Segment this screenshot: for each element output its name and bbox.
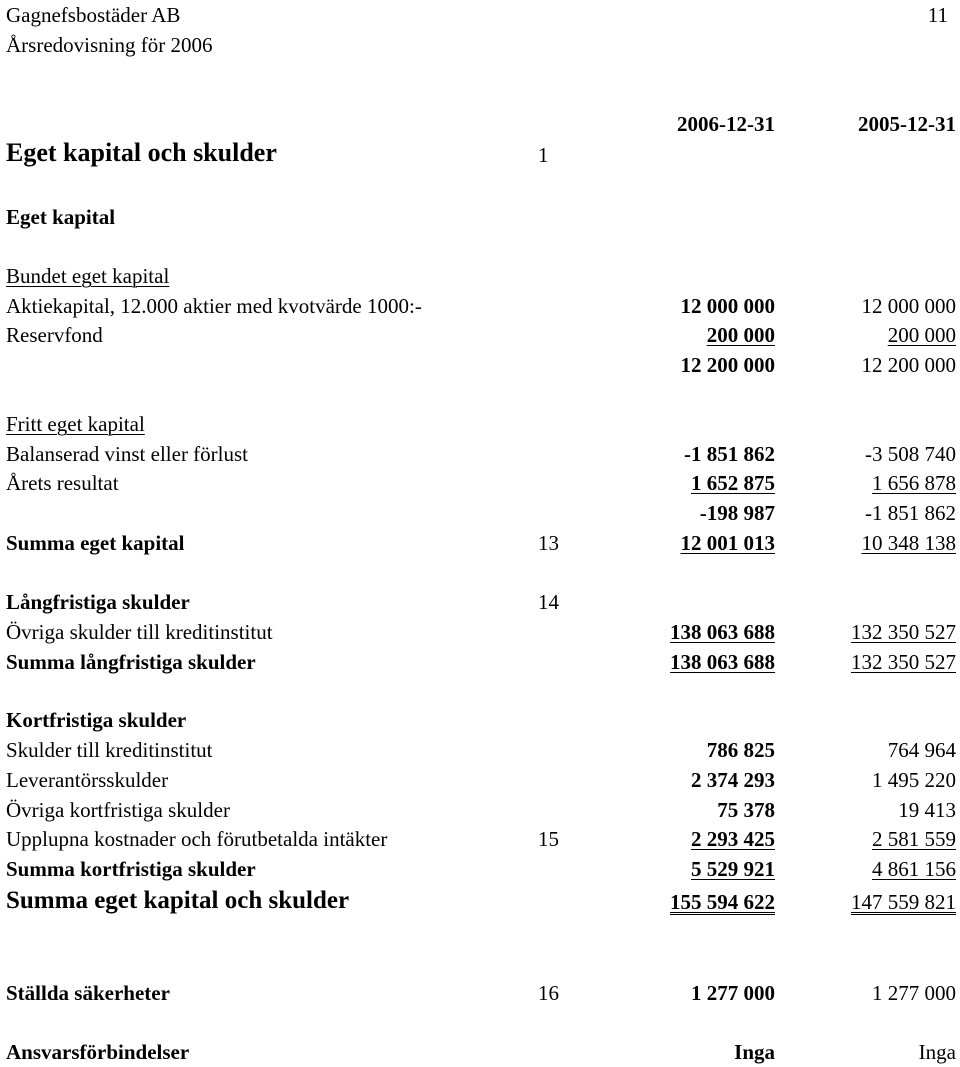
contingent-liabilities-previous: Inga [918, 1040, 956, 1064]
equity-heading: Eget kapital [6, 205, 116, 229]
long-term-credit-label: Övriga skulder till kreditinstitut [6, 620, 273, 644]
reserve-fund-previous: 200 000 [887, 323, 956, 347]
section-title: Eget kapital och skulder [6, 138, 277, 167]
total-equity-previous: 10 348 138 [861, 531, 956, 555]
long-term-liabilities-heading: Långfristiga skulder [6, 590, 190, 614]
other-short-term-current: 75 378 [717, 798, 775, 822]
contingent-liabilities-label: Ansvarsförbindelser [6, 1040, 190, 1064]
net-income-label: Årets resultat [6, 471, 119, 495]
short-term-credit-current: 786 825 [706, 738, 775, 762]
short-term-credit-label: Skulder till kreditinstitut [6, 738, 213, 762]
free-subtotal-current: -198 987 [699, 501, 775, 525]
share-capital-label: Aktiekapital, 12.000 aktier med kvotvärde 1000:- [6, 294, 422, 318]
pledged-assets-note: 16 [538, 981, 559, 1005]
page-number: 11 [927, 3, 948, 27]
retained-earnings-label: Balanserad vinst eller förlust [6, 442, 249, 466]
column-header-previous: 2005-12-31 [858, 112, 956, 136]
accrued-expenses-current: 2 293 425 [691, 827, 775, 851]
accounts-payable-label: Leverantörsskulder [6, 768, 169, 792]
total-long-term-label: Summa långfristiga skulder [6, 650, 256, 674]
total-equity-current: 12 001 013 [680, 531, 775, 555]
contingent-liabilities-current: Inga [734, 1040, 775, 1064]
long-term-credit-previous: 132 350 527 [851, 620, 956, 644]
total-short-term-label: Summa kortfristiga skulder [6, 857, 256, 881]
retained-earnings-previous: -3 508 740 [865, 442, 956, 466]
restricted-subtotal-previous: 12 200 000 [861, 353, 956, 377]
net-income-previous: 1 656 878 [872, 471, 956, 495]
total-short-term-previous: 4 861 156 [872, 857, 956, 881]
total-equity-note: 13 [538, 531, 559, 555]
accrued-expenses-note: 15 [538, 827, 559, 851]
column-header-current: 2006-12-31 [677, 112, 775, 136]
share-capital-previous: 12 000 000 [861, 294, 956, 318]
pledged-assets-label: Ställda säkerheter [6, 981, 170, 1005]
net-income-current: 1 652 875 [691, 471, 775, 495]
share-capital-current: 12 000 000 [680, 294, 775, 318]
retained-earnings-current: -1 851 862 [684, 442, 775, 466]
restricted-subtotal-current: 12 200 000 [680, 353, 775, 377]
pledged-assets-current: 1 277 000 [691, 981, 775, 1005]
accounts-payable-current: 2 374 293 [691, 768, 775, 792]
total-long-term-previous: 132 350 527 [851, 650, 956, 674]
total-long-term-current: 138 063 688 [670, 650, 775, 674]
other-short-term-previous: 19 413 [898, 798, 956, 822]
accrued-expenses-previous: 2 581 559 [872, 827, 956, 851]
total-short-term-current: 5 529 921 [691, 857, 775, 881]
accrued-expenses-label: Upplupna kostnader och förutbetalda intäkter [6, 827, 388, 851]
pledged-assets-previous: 1 277 000 [872, 981, 956, 1005]
total-equity-label: Summa eget kapital [6, 531, 185, 555]
grand-total-current: 155 594 622 [670, 890, 775, 914]
grand-total-previous: 147 559 821 [851, 890, 956, 914]
restricted-equity-heading: Bundet eget kapital [6, 264, 170, 288]
grand-total-label: Summa eget kapital och skulder [6, 887, 350, 914]
report-title: Årsredovisning för 2006 [6, 33, 213, 57]
company-name: Gagnefsbostäder AB [6, 3, 181, 27]
reserve-fund-current: 200 000 [706, 323, 775, 347]
section-note: 1 [538, 143, 549, 167]
free-subtotal-previous: -1 851 862 [865, 501, 956, 525]
accounts-payable-previous: 1 495 220 [872, 768, 956, 792]
short-term-liabilities-heading: Kortfristiga skulder [6, 708, 187, 732]
long-term-credit-current: 138 063 688 [670, 620, 775, 644]
long-term-liabilities-note: 14 [538, 590, 559, 614]
short-term-credit-previous: 764 964 [887, 738, 956, 762]
reserve-fund-label: Reservfond [6, 323, 103, 347]
other-short-term-label: Övriga kortfristiga skulder [6, 798, 230, 822]
free-equity-heading: Fritt eget kapital [6, 412, 145, 436]
